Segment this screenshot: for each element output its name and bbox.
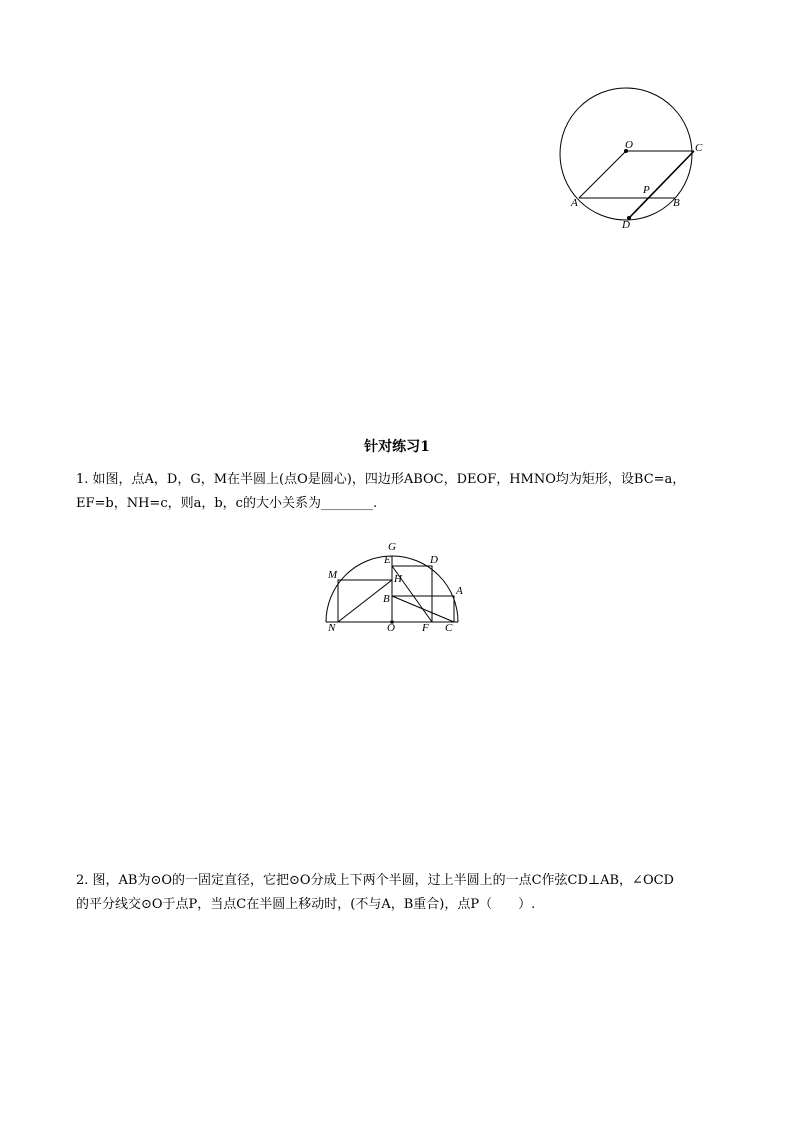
- circle-figure-svg: [550, 80, 710, 240]
- label-h: H: [394, 573, 402, 585]
- label-o: O: [387, 622, 395, 634]
- problem-2-line-2: 的平分线交⊙O于点P，当点C在半圆上移动时，(不与A，B重合)，点P（ ）.: [76, 897, 536, 912]
- label-d: D: [622, 219, 630, 231]
- label-a: A: [571, 197, 578, 209]
- problem-2-line-1: 2. 图，AB为⊙O的一固定直径，它把⊙O分成上下两个半圆，过上半圆上的一点C作弦CD⊥AB，∠OCD: [76, 873, 674, 888]
- label-e: E: [384, 554, 391, 566]
- label-c: C: [445, 622, 453, 634]
- segment-oa: [579, 151, 626, 198]
- label-g: G: [388, 541, 396, 553]
- circle-figure: [550, 80, 710, 240]
- label-n: N: [328, 622, 336, 634]
- label-c: C: [695, 142, 703, 154]
- problem-1: [76, 468, 736, 516]
- label-o: O: [625, 139, 633, 151]
- label-d: D: [430, 554, 438, 566]
- problem-1-line-2: EF=b，NH=c，则a，b，c的大小关系为________.: [76, 496, 378, 511]
- label-f: F: [422, 622, 429, 634]
- section-title: 针对练习1: [364, 439, 430, 455]
- label-b: B: [383, 593, 390, 605]
- label-a: A: [456, 585, 463, 597]
- label-b: B: [673, 197, 680, 209]
- problem-1-line-1: 1. 如图，点A，D，G，M在半圆上(点O是圆心)，四边形ABOC，DEOF，HMNO均为矩形，设BC=a，: [76, 472, 686, 487]
- problem-2: [76, 869, 736, 917]
- semicircle-figure-svg: [320, 540, 470, 635]
- segment-bc: [392, 596, 454, 622]
- label-m: M: [328, 569, 338, 581]
- label-p: P: [643, 184, 650, 196]
- semicircle-figure: [320, 540, 470, 635]
